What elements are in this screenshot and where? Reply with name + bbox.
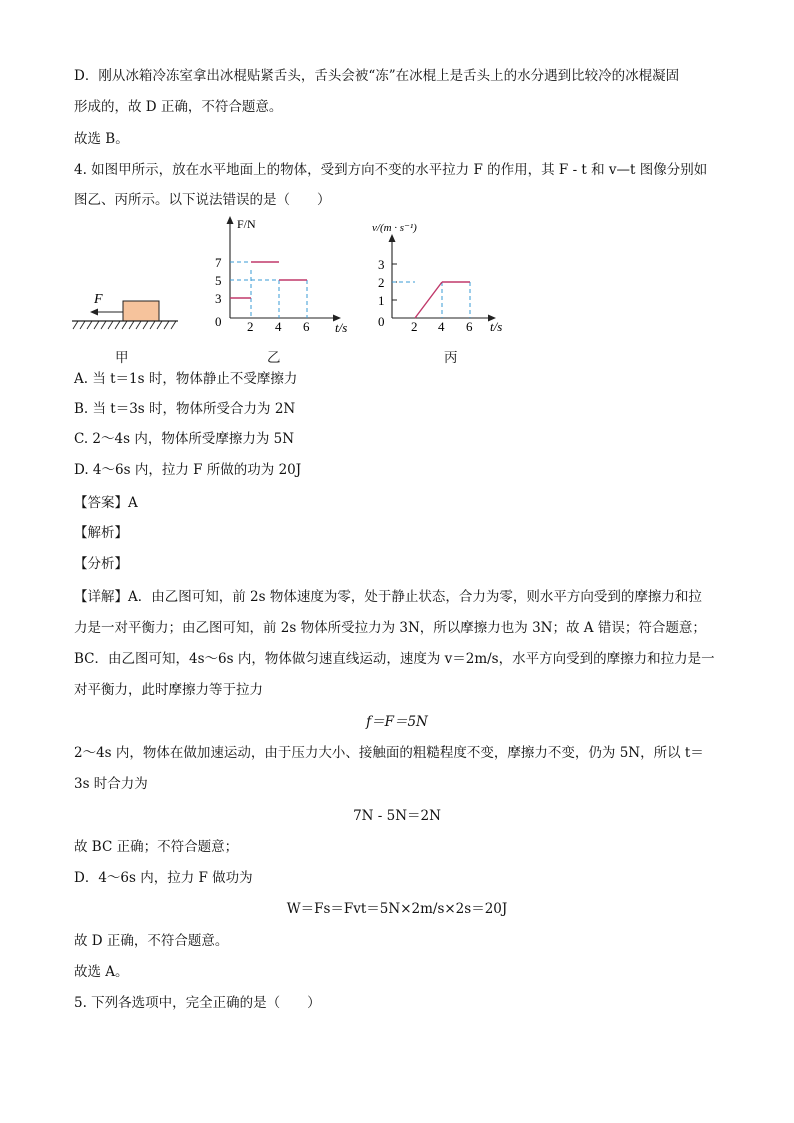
x-tick-2: 2 xyxy=(247,319,254,334)
q4-stem-line1: 4. 如图甲所示，放在水平地面上的物体，受到方向不变的水平拉力 F 的作用，其 F - t 和 v—t 图像分别如 xyxy=(74,162,708,178)
q4-detail-line4: 对平衡力，此时摩擦力等于拉力 xyxy=(74,682,263,698)
q4-answer: 【答案】A xyxy=(74,495,138,511)
y-axis-arrow xyxy=(227,216,234,224)
block-shape xyxy=(123,301,159,321)
prev-option-d-line1: D．刚从冰箱冷冻室拿出冰棍贴紧舌头，舌头会被“冻”在冰棍上是舌头上的水分遇到比较冷的冰棍凝固 xyxy=(74,68,680,84)
q4-detail-line8: D．4～6s 内，拉力 F 做功为 xyxy=(74,870,253,886)
q4-equation-friction: f＝F＝5N xyxy=(366,714,428,730)
x-tick-6: 6 xyxy=(303,319,310,334)
y-tick-0: 0 xyxy=(378,314,385,329)
figure-jia xyxy=(70,285,182,337)
q4-option-c: C. 2～4s 内，物体所受摩擦力为 5N xyxy=(74,431,295,447)
figure-bing xyxy=(370,212,520,342)
q4-detail-line9: 故 D 正确，不符合题意。 xyxy=(74,933,229,949)
q4-analysis-label: 【解析】 xyxy=(74,525,128,541)
q4-option-a: A. 当 t＝1s 时，物体静止不受摩擦力 xyxy=(74,371,298,387)
prev-option-d-line2: 形成的，故 D 正确，不符合题意。 xyxy=(74,99,283,115)
x-tick-4: 4 xyxy=(438,319,445,334)
prev-answer-choose: 故选 B。 xyxy=(74,131,129,147)
q4-option-d: D. 4～6s 内，拉力 F 所做的功为 20J xyxy=(74,462,302,478)
q4-detail-line2: 力是一对平衡力；由乙图可知，前 2s 物体所受拉力为 3N，所以摩擦力也为 3N；故 A 错误；符合题意； xyxy=(74,620,706,636)
ground-hatching xyxy=(73,321,176,329)
y-tick-1: 1 xyxy=(378,293,385,308)
y-tick-0: 0 xyxy=(215,314,222,329)
guide-lines xyxy=(392,282,470,318)
figure-yi xyxy=(205,212,365,342)
q4-stem-line2: 图乙、丙所示。以下说法错误的是（ ） xyxy=(74,192,331,208)
y-tick-5: 5 xyxy=(215,273,222,288)
q4-answer-choose: 故选 A。 xyxy=(74,964,129,980)
x-axis-label: t/s xyxy=(335,320,348,335)
x-tick-6: 6 xyxy=(466,319,473,334)
x-tick-4: 4 xyxy=(275,319,282,334)
x-tick-2: 2 xyxy=(411,319,418,334)
y-tick-3: 3 xyxy=(378,257,385,272)
q5-stem: 5. 下列各选项中，完全正确的是（ ） xyxy=(74,995,321,1011)
y-tick-7: 7 xyxy=(215,255,222,270)
caption-yi: 乙 xyxy=(267,350,281,366)
q4-option-b: B. 当 t＝3s 时，物体所受合力为 2N xyxy=(74,401,296,417)
guide-lines xyxy=(230,262,307,318)
q4-detail-line5: 2～4s 内，物体在做加速运动，由于压力大小、接触面的粗糙程度不变，摩擦力不变，仍为 5N，所以 t＝ xyxy=(74,745,704,761)
y-axis-arrow xyxy=(389,234,396,242)
q4-detail-line1: 【详解】A．由乙图可知，前 2s 物体速度为零，处于静止状态，合力为零，则水平方向受到的摩擦力和拉 xyxy=(74,589,702,605)
y-axis-label: v/(m · s⁻¹) xyxy=(372,222,417,234)
q4-equation-net-force: 7N - 5N＝2N xyxy=(353,808,441,824)
segment-2-4s xyxy=(415,282,442,318)
y-tick-3: 3 xyxy=(215,291,222,306)
q4-detail-line7: 故 BC 正确；不符合题意； xyxy=(74,839,239,855)
y-axis-label: F/N xyxy=(237,217,256,231)
q4-equation-work: W＝Fs＝Fvt＝5N×2m/s×2s＝20J xyxy=(286,901,508,917)
y-tick-2: 2 xyxy=(378,275,385,290)
caption-jia: 甲 xyxy=(115,350,129,366)
q4-detail-line6: 3s 时合力为 xyxy=(74,776,148,792)
force-label: F xyxy=(94,292,103,307)
x-axis-label: t/s xyxy=(490,319,503,334)
caption-bing: 丙 xyxy=(444,350,458,366)
force-arrow-head xyxy=(90,309,98,316)
q4-fenxi-label: 【分析】 xyxy=(74,556,128,572)
q4-detail-line3: BC．由乙图可知，4s～6s 内，物体做匀速直线运动，速度为 v＝2m/s，水平方向受到的摩擦力和拉力是一 xyxy=(74,651,715,667)
